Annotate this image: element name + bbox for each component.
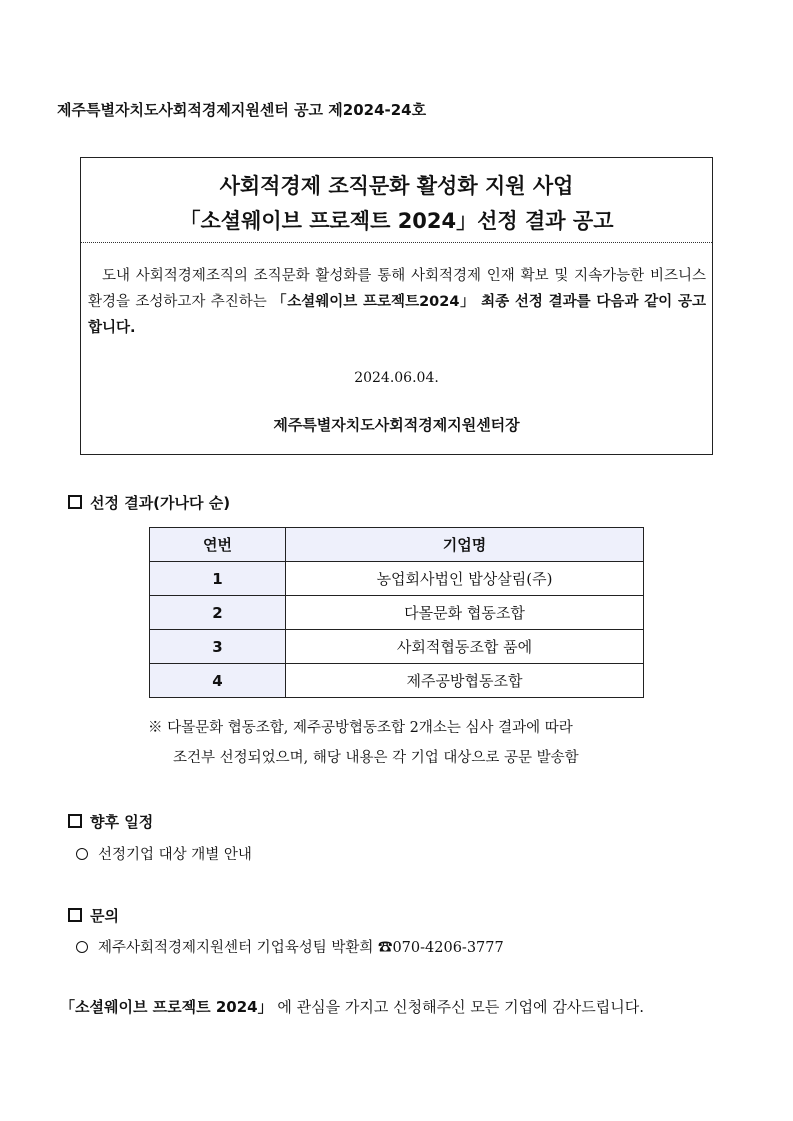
paragraph-text: 도내 사회적경제조직의 조직문화 활성화를 통해 사회적경제 인재 확보 및 지속가능한 비즈니스 환경을 조성하고자 추진하는 — [88, 268, 706, 310]
thanks-message — [60, 996, 644, 1017]
results-heading — [68, 492, 230, 513]
column-header-company: 기업명 — [286, 528, 644, 562]
thanks-bold: 「소셜웨이브 프로젝트 2024」 — [60, 998, 273, 1016]
announcement-paragraph — [88, 263, 706, 341]
schedule-heading — [68, 811, 153, 832]
schedule-heading-text: 향후 일정 — [90, 813, 154, 831]
results-note-line2: 조건부 선정되었으며, 해당 내용은 각 기업 대상으로 공문 발송함 — [173, 750, 579, 766]
row-company: 제주공방협동조합 — [286, 664, 644, 698]
results-heading-text: 선정 결과(가나다 순) — [90, 494, 231, 512]
results-table — [149, 527, 644, 698]
announcement-box — [80, 157, 713, 455]
square-bullet-icon — [68, 908, 82, 922]
announcement-title-line1: 사회적경제 조직문화 활성화 지원 사업 — [219, 174, 574, 198]
table-row — [150, 630, 644, 664]
row-company: 사회적협동조합 품에 — [286, 630, 644, 664]
contact-heading-text: 문의 — [90, 907, 119, 925]
dotted-divider — [81, 242, 712, 243]
table-header-row — [150, 528, 644, 562]
contact-heading — [68, 905, 119, 926]
issuer-name: 제주특별자치도사회적경제지원센터장 — [273, 416, 520, 434]
row-no: 2 — [150, 596, 286, 630]
square-bullet-icon — [68, 814, 82, 828]
row-no: 4 — [150, 664, 286, 698]
schedule-item — [76, 843, 252, 864]
circle-bullet-icon — [76, 941, 88, 953]
circle-bullet-icon — [76, 848, 88, 860]
announcement-date: 2024.06.04. — [354, 370, 439, 386]
table-row — [150, 562, 644, 596]
contact-item-text: 제주사회적경제지원센터 기업육성팀 박환희 ☎070-4206-3777 — [98, 940, 504, 956]
table-row — [150, 596, 644, 630]
schedule-item-text: 선정기업 대상 개별 안내 — [98, 847, 252, 863]
row-company: 다몰문화 협동조합 — [286, 596, 644, 630]
column-header-no: 연번 — [150, 528, 286, 562]
row-no: 1 — [150, 562, 286, 596]
notice-number: 제주특별자치도사회적경제지원센터 공고 제2024-24호 — [57, 101, 427, 119]
announcement-title-line2: 「소셜웨이브 프로젝트 2024」선정 결과 공고 — [179, 209, 614, 233]
paragraph-bold-text: 「소셜웨이브 프로젝트2024」 최종 선정 결과를 다음과 같이 공고합니다. — [88, 294, 706, 336]
square-bullet-icon — [68, 495, 82, 509]
row-company: 농업회사법인 밥상살림(주) — [286, 562, 644, 596]
row-no: 3 — [150, 630, 286, 664]
table-row — [150, 664, 644, 698]
thanks-text: 에 관심을 가지고 신청해주신 모든 기업에 감사드립니다. — [272, 998, 645, 1016]
contact-item — [76, 936, 504, 957]
results-note-line1: ※ 다몰문화 협동조합, 제주공방협동조합 2개소는 심사 결과에 따라 — [148, 720, 573, 736]
